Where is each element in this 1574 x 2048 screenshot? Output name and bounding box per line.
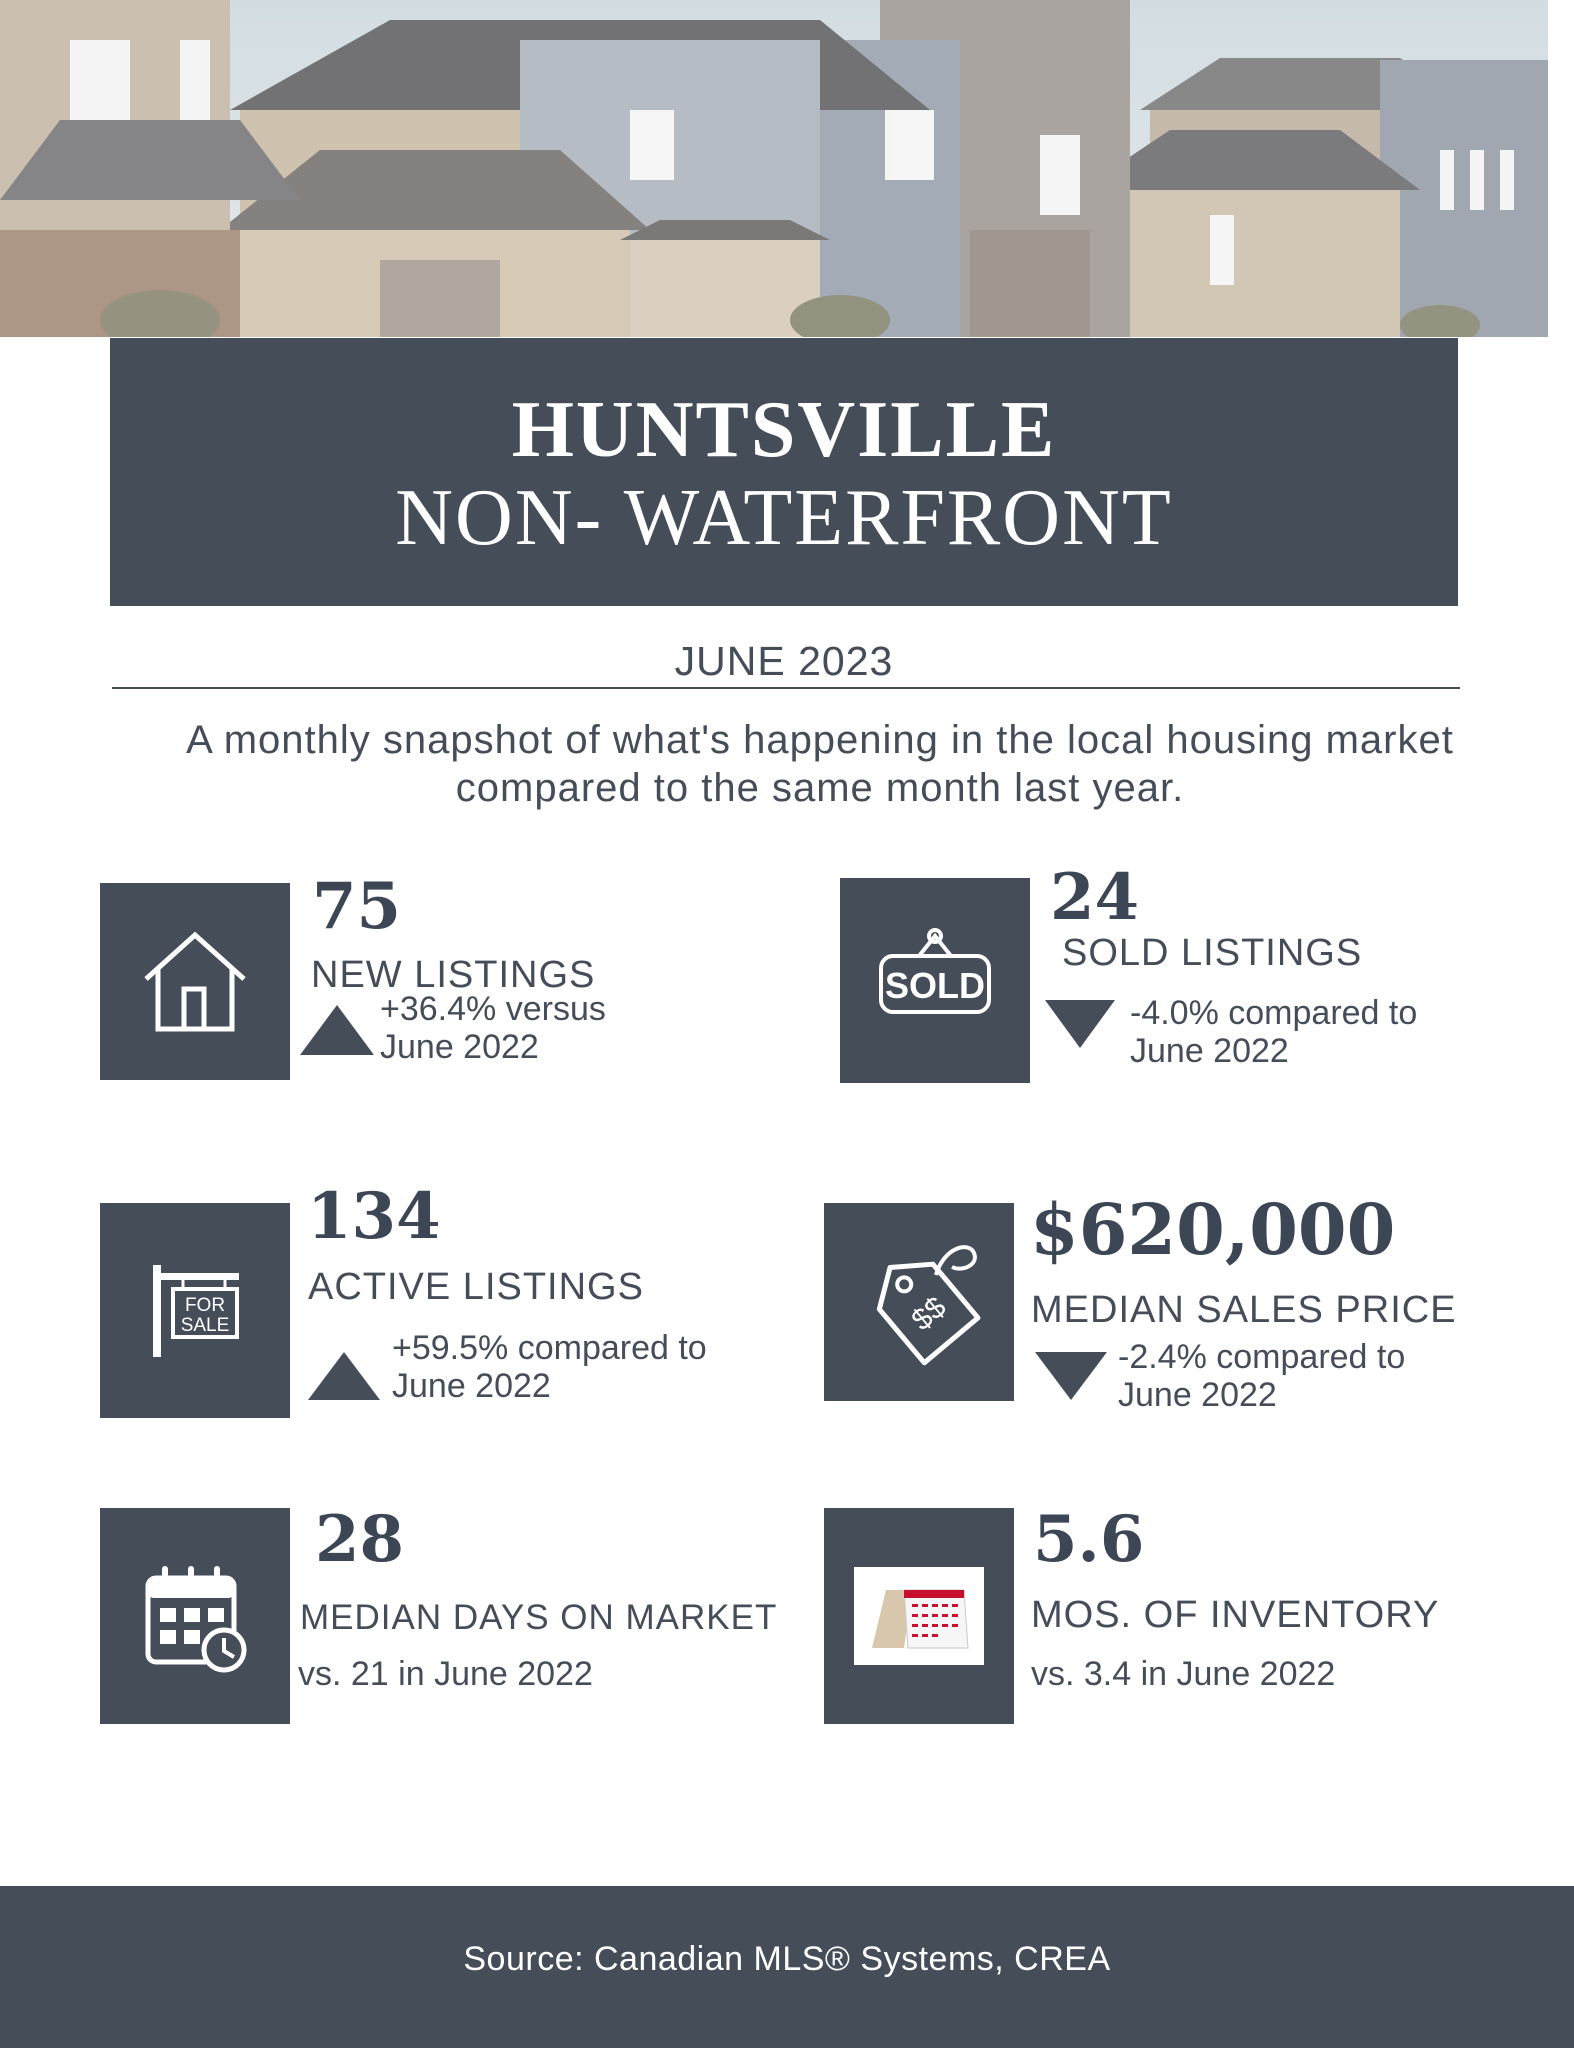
svg-text:SALE: SALE [180, 1314, 230, 1336]
active-listings-icon-box [100, 1203, 290, 1418]
page-subtitle: NON- WATERFRONT [395, 474, 1173, 562]
intro-text: A monthly snapshot of what's happening in the local housing market compared to the same month last year. [186, 718, 1454, 810]
median-price-change: -2.4% compared to June 2022 [1118, 1338, 1406, 1414]
page-title: HUNTSVILLE [511, 386, 1057, 474]
title-banner [110, 338, 1458, 606]
median-price-label: MEDIAN SALES PRICE [1031, 1289, 1457, 1331]
report-period: JUNE 2023 [674, 638, 894, 684]
days-on-market-value: 28 [315, 1502, 405, 1577]
trend-down-icon [1035, 1352, 1107, 1400]
inventory-icon-box [824, 1508, 1014, 1724]
desk-calendar-icon [864, 1576, 974, 1656]
sold-listings-label: SOLD LISTINGS [1062, 932, 1363, 974]
svg-text:FOR: FOR [184, 1294, 226, 1316]
trend-up-icon [308, 1352, 380, 1400]
inventory-label: MOS. OF INVENTORY [1031, 1594, 1440, 1636]
trend-down-icon [1045, 1000, 1115, 1048]
svg-text:$$: $$ [905, 1290, 953, 1338]
sold-listings-icon-box [840, 878, 1030, 1083]
median-price-value: $620,000 [1030, 1188, 1396, 1271]
divider [112, 687, 1460, 689]
for-sale-sign-icon [145, 1261, 245, 1361]
new-listings-change: +36.4% versus June 2022 [380, 990, 606, 1066]
svg-text:SOLD: SOLD [884, 964, 986, 1006]
price-tag-icon [844, 1227, 994, 1377]
trend-up-icon [300, 1005, 374, 1055]
days-on-market-icon-box [100, 1508, 290, 1724]
days-on-market-label: MEDIAN DAYS ON MARKET [300, 1598, 778, 1637]
new-listings-value: 75 [312, 869, 402, 944]
sold-listings-value: 24 [1050, 860, 1140, 935]
active-listings-value: 134 [307, 1179, 441, 1254]
active-listings-label: ACTIVE LISTINGS [308, 1266, 644, 1308]
active-listings-change: +59.5% compared to June 2022 [392, 1329, 707, 1405]
calendar-clock-icon [140, 1556, 250, 1676]
hero-houses-image [0, 0, 1548, 337]
sold-sign-icon [875, 926, 995, 1036]
new-listings-icon-box [100, 883, 290, 1080]
sold-listings-change: -4.0% compared to June 2022 [1130, 994, 1418, 1070]
inventory-icon-frame [854, 1567, 984, 1665]
inventory-value: 5.6 [1033, 1502, 1145, 1577]
inventory-comparison: vs. 3.4 in June 2022 [1031, 1655, 1336, 1693]
new-listings-label: NEW LISTINGS [311, 954, 596, 996]
house-icon [140, 927, 250, 1037]
source-text: Source: Canadian MLS® Systems, CREA [463, 1940, 1111, 1978]
days-on-market-comparison: vs. 21 in June 2022 [298, 1655, 593, 1693]
footer [0, 1886, 1574, 2048]
median-price-icon-box [824, 1203, 1014, 1401]
